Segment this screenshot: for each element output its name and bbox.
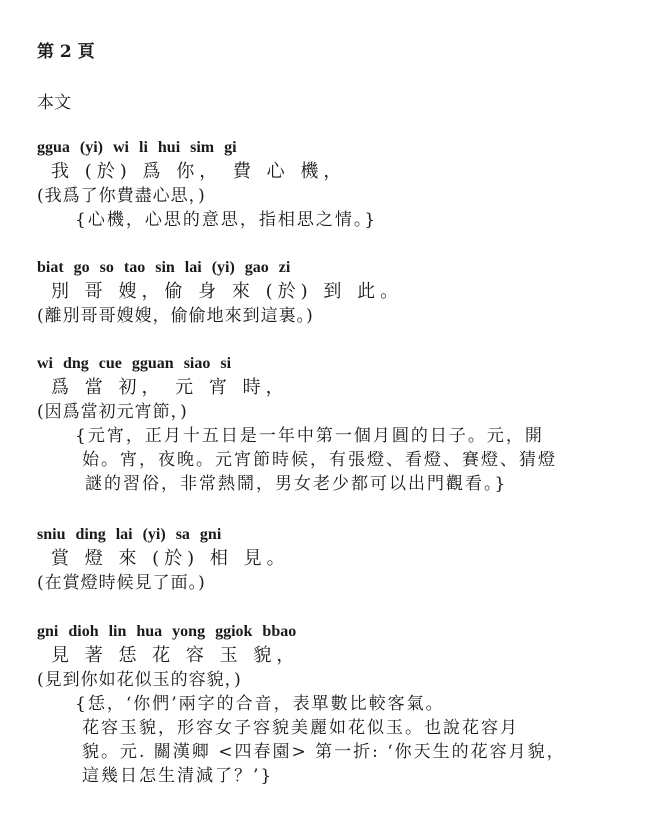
note-line: 始。宵，夜晚。元宵節時候，有張燈、看燈、賽燈、猜燈 xyxy=(82,450,557,470)
note-line: 花容玉貌，形容女子容貌美麗如花似玉。也說花容月 xyxy=(82,718,519,738)
stanza-3 xyxy=(37,352,657,496)
note-line: 謎的習俗，非常熱鬧，男女老少都可以出門觀看。} xyxy=(85,474,508,494)
romanization-line: ggua (yi) wi li hui sim gi xyxy=(37,139,237,156)
stanza-2 xyxy=(37,256,657,328)
stanza-5 xyxy=(37,620,657,788)
note-line: 貌。元. 關漢卿 <四春園> 第一折: ‘你天生的花容月貌， xyxy=(82,742,566,762)
translation-line: (因爲當初元宵節，) xyxy=(37,402,188,422)
hanzi-line: 我 (於) 爲 你， 費 心 機， xyxy=(51,161,347,182)
translation-line: (我爲了你費盡心思，) xyxy=(37,186,206,206)
romanization-line: biat go so tao sin lai (yi) gao zi xyxy=(37,259,291,276)
note-line: 這幾日怎生清減了？’} xyxy=(82,766,274,786)
stanza-4 xyxy=(37,523,657,595)
romanization-line: gni dioh lin hua yong ggiok bbao xyxy=(37,623,297,640)
page-number: 第 2 頁 xyxy=(37,42,95,62)
note-line: {元宵，正月十五日是一年中第一個月圓的日子。元，開 xyxy=(75,426,544,446)
hanzi-line: 別 哥 嫂，偷 身 來 (於) 到 此。 xyxy=(51,281,404,302)
section-title: 本文 xyxy=(37,93,71,113)
translation-line: (離別哥哥嫂嫂，偷偷地來到這裏。) xyxy=(37,306,314,326)
stanza-1 xyxy=(37,136,657,232)
translation-line: (在賞燈時候見了面。) xyxy=(37,573,206,593)
romanization-line: wi dng cue gguan siao si xyxy=(37,355,232,372)
translation-line: (見到你如花似玉的容貌，) xyxy=(37,670,242,690)
note-line: {恁，‘你們’兩字的合音，表單數比較客氣。 xyxy=(75,694,445,714)
note-line: {心機，心思的意思，指相思之情。} xyxy=(75,210,378,230)
hanzi-line: 見 著 恁 花 容 玉 貌， xyxy=(51,645,300,666)
hanzi-line: 爲 當 初， 元 宵 時， xyxy=(51,377,289,398)
hanzi-line: 賞 燈 來 (於) 相 見。 xyxy=(51,548,290,569)
romanization-line: sniu ding lai (yi) sa gni xyxy=(37,526,222,543)
